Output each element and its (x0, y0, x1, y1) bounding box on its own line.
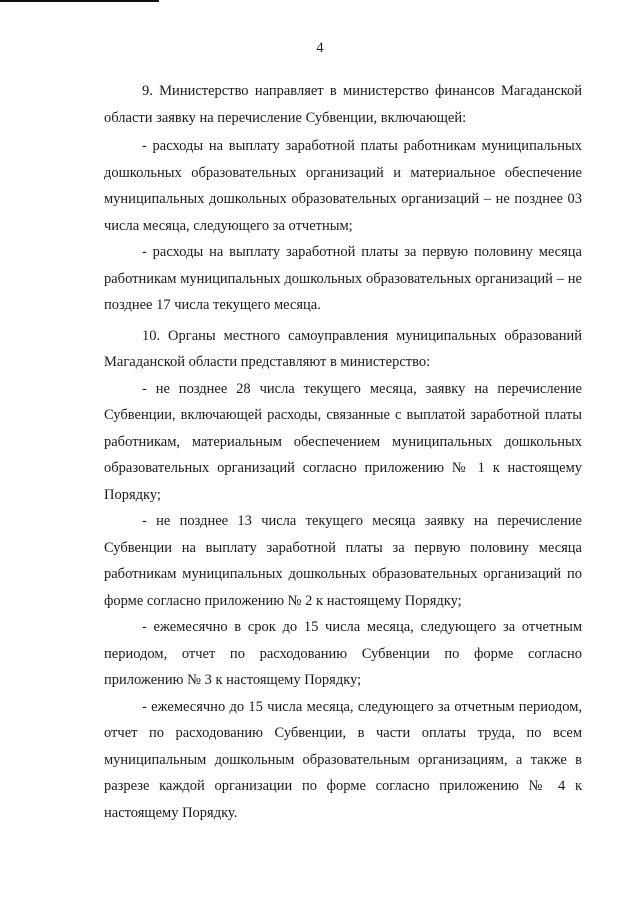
document-body (104, 78, 582, 826)
page-number: 4 (316, 40, 324, 56)
paragraph-9-item-2: - расходы на выплату заработной платы за первую половину месяца работникам муниципальных дошкольных образовательных организаций – не позднее 17 числа текущего месяца. (104, 244, 582, 313)
paragraph-10-item-3: - ежемесячно в срок до 15 числа месяца, следующего за отчетным периодом, отчет по расходованию Субвенции по форме согласно приложению № 3 к настоящему Порядку; (104, 619, 582, 688)
paragraph-10-item-4: - ежемесячно до 15 числа месяца, следующего за отчетным периодом, отчет по расходованию Субвенции, в части оплаты труда, по всем муниципальным дошкольным образовательным организациям, а также в разрезе каждой организации по форме согласно приложению № 4 к настоящему Порядку. (104, 698, 582, 821)
paragraph-9: 9. Министерство направляет в министерство финансов Магаданской области заявку на перечисление Субвенции, включающей: (104, 83, 582, 126)
paragraph-10-item-1: - не позднее 28 числа текущего месяца, заявку на перечисление Субвенции, включающей расходы, связанные с выплатой заработной платы работникам, материальным обеспечением муниципальных дошкольных образовательных организаций согласно приложению № 1 к настоящему Порядку; (104, 380, 582, 503)
paragraph-10-item-2: - не позднее 13 числа текущего месяца заявку на перечисление Субвенции на выплату заработной платы за первую половину месяца работникам муниципальных дошкольных образовательных организаций по форме согласно приложению № 2 к настоящему Порядку; (104, 513, 582, 609)
paragraph-10: 10. Органы местного самоуправления муниципальных образований Магаданской области представляют в министерство: (104, 327, 582, 370)
top-rule (0, 0, 159, 2)
paragraph-9-item-1: - расходы на выплату заработной платы работникам муниципальных дошкольных образовательных организаций и материальное обеспечение муниципальных дошкольных образовательных организаций – не позднее 03 числа месяца, следующего за отчетным; (104, 138, 582, 234)
